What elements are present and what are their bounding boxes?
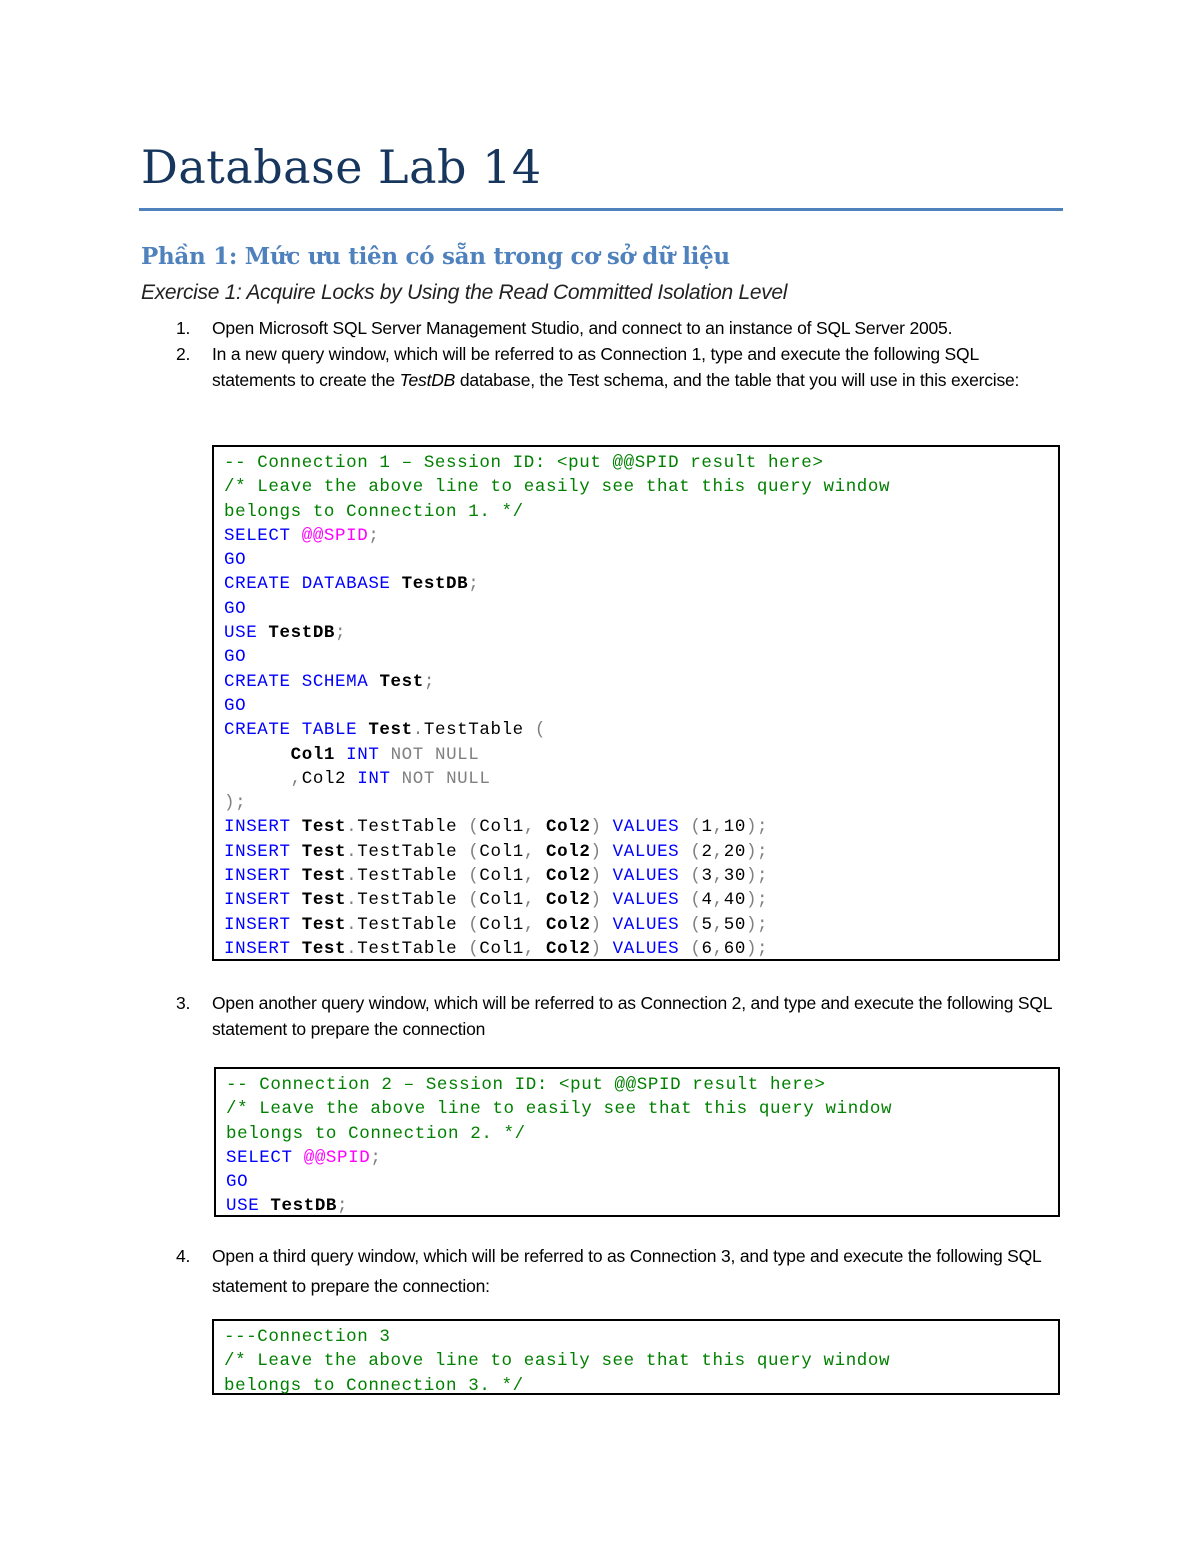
code-token: GO: [224, 695, 247, 716]
step-text: Open Microsoft SQL Server Management Studio, and connect to an instance of SQL Server 2005.: [212, 318, 953, 338]
code-token: ;: [423, 671, 435, 692]
section-heading: Phần 1: Mức ưu tiên có sẵn trong cơ sở dữ liệu: [141, 243, 730, 270]
code-token: VALUES: [612, 817, 691, 838]
code-line: [226, 1073, 1058, 1097]
code-token: TestTable: [357, 938, 469, 959]
code-token: NOT NULL: [401, 768, 491, 789]
code-token: );: [745, 841, 769, 862]
code-block-connection-3: [212, 1319, 1060, 1395]
code-token: ,: [712, 841, 724, 862]
code-token: (: [468, 938, 480, 959]
code-token: Col2: [546, 866, 591, 887]
code-token: (: [690, 866, 702, 887]
code-line: [224, 913, 1058, 937]
code-line: [224, 621, 1058, 645]
code-token: .: [346, 866, 358, 887]
code-token: ,: [523, 914, 547, 935]
step-text: In a new query window, which will be referred to as Connection 1, type and execute the following SQL statements to create the: [212, 344, 979, 390]
code-token: 3: [701, 866, 713, 887]
code-token: ;: [468, 574, 480, 595]
code-line: [224, 840, 1058, 864]
code-token: 40: [723, 890, 746, 911]
code-token: VALUES: [612, 890, 691, 911]
code-token: Col1: [479, 841, 524, 862]
code-token: Col1: [479, 914, 524, 935]
code-token: Test: [379, 671, 424, 692]
code-token: GO: [224, 550, 247, 571]
code-token: (: [690, 914, 702, 935]
code-token: GO: [224, 598, 247, 619]
code-token: ,: [290, 768, 302, 789]
code-token: /* Leave the above line to easily see that this query window: [226, 1099, 893, 1120]
code-token: Col2: [546, 914, 591, 935]
code-token: [224, 769, 291, 789]
code-line: [224, 475, 1058, 499]
code-line: [226, 1194, 1058, 1218]
code-token: (: [690, 841, 702, 862]
code-token: 2: [701, 841, 713, 862]
code-token: (: [468, 817, 480, 838]
code-token: Test: [301, 866, 347, 887]
code-token: @@SPID: [303, 1147, 371, 1168]
code-line: [224, 1374, 1058, 1398]
code-token: /* Leave the above line to easily see that this query window: [224, 1351, 891, 1372]
step-text: Open another query window, which will be referred to as Connection 2, and type and execute the following SQL statement to prepare the connection: [212, 993, 1052, 1039]
code-token: (: [534, 720, 546, 741]
code-token: Col1: [290, 744, 347, 765]
code-token: ,: [523, 841, 547, 862]
code-line: [224, 767, 1058, 791]
code-token: SELECT: [224, 525, 302, 546]
code-line: [224, 597, 1058, 621]
code-token: Col2: [301, 768, 358, 789]
code-line: [224, 791, 1058, 815]
code-token: ): [590, 841, 613, 862]
code-token: -- Connection 2 – Session ID: <put @@SPID result here>: [226, 1075, 826, 1095]
code-token: Test: [301, 841, 347, 862]
code-token: Col2: [546, 890, 591, 911]
code-token: CREATE DATABASE: [224, 574, 402, 595]
step-number: 1.: [176, 318, 191, 338]
code-line: [224, 694, 1058, 718]
step-number: 2.: [176, 344, 191, 364]
code-token: @@SPID: [301, 525, 369, 546]
code-line: [224, 548, 1058, 572]
code-token: 10: [723, 817, 746, 838]
code-token: ): [590, 817, 613, 838]
code-token: Col2: [546, 817, 591, 838]
code-token: 30: [723, 866, 746, 887]
code-line: [224, 524, 1058, 548]
code-token: CREATE SCHEMA: [224, 671, 380, 692]
code-line: [224, 670, 1058, 694]
code-token: );: [224, 793, 247, 814]
code-token: TestDB: [401, 574, 469, 595]
code-token: 6: [701, 938, 713, 959]
code-token: (: [690, 938, 702, 959]
code-token: );: [745, 914, 769, 935]
code-token: /* Leave the above line to easily see that this query window: [224, 477, 891, 498]
code-token: ---Connection 3: [224, 1327, 391, 1347]
code-token: ;: [337, 1196, 349, 1217]
code-token: [224, 745, 291, 765]
code-token: Test: [301, 890, 347, 911]
step-2: [176, 341, 1060, 393]
code-token: Test: [301, 817, 347, 838]
code-token: (: [690, 817, 702, 838]
code-token: Test: [368, 720, 413, 741]
code-token: INSERT: [224, 866, 302, 887]
code-token: Col2: [546, 841, 591, 862]
code-token: Col1: [479, 817, 524, 838]
title-underline: [139, 208, 1063, 211]
code-token: CREATE TABLE: [224, 720, 369, 741]
code-token: ;: [335, 623, 347, 644]
code-token: ,: [712, 817, 724, 838]
code-token: VALUES: [612, 841, 691, 862]
code-token: ): [590, 938, 613, 959]
code-token: );: [745, 890, 769, 911]
step-number: 4.: [176, 1246, 191, 1266]
code-token: (: [468, 914, 480, 935]
document-title: Database Lab 14: [141, 140, 542, 194]
code-token: );: [745, 938, 769, 959]
code-token: 60: [723, 938, 746, 959]
code-token: Col1: [479, 890, 524, 911]
code-token: TestTable: [357, 914, 469, 935]
code-token: VALUES: [612, 866, 691, 887]
code-token: .: [346, 841, 358, 862]
code-token: Col1: [479, 866, 524, 887]
code-token: ,: [523, 817, 547, 838]
code-line: [226, 1097, 1058, 1121]
code-block-connection-1: [212, 445, 1060, 961]
code-token: 4: [701, 890, 713, 911]
code-token: GO: [226, 1172, 249, 1193]
code-token: ): [590, 914, 613, 935]
code-token: TestTable: [357, 890, 469, 911]
code-token: TestTable: [357, 866, 469, 887]
code-token: (: [468, 866, 480, 887]
code-token: INT: [357, 768, 402, 789]
code-line: [226, 1122, 1058, 1146]
code-token: (: [468, 890, 480, 911]
code-line: [224, 718, 1058, 742]
code-token: USE: [224, 623, 269, 644]
code-line: [224, 500, 1058, 524]
code-token: Test: [301, 914, 347, 935]
code-token: ,: [712, 914, 724, 935]
code-block-connection-2: [214, 1067, 1060, 1217]
code-token: 1: [701, 817, 713, 838]
code-token: ,: [523, 866, 547, 887]
code-token: INSERT: [224, 890, 302, 911]
code-token: SELECT: [226, 1147, 304, 1168]
code-token: 50: [723, 914, 746, 935]
code-line: [224, 572, 1058, 596]
code-line: [224, 864, 1058, 888]
code-line: [224, 1325, 1058, 1349]
code-token: .: [346, 890, 358, 911]
code-line: [226, 1170, 1058, 1194]
code-token: (: [468, 841, 480, 862]
code-token: );: [745, 866, 769, 887]
code-line: [224, 815, 1058, 839]
code-token: .: [346, 914, 358, 935]
code-line: [224, 937, 1058, 961]
code-token: .: [346, 817, 358, 838]
code-token: TestDB: [270, 1196, 338, 1217]
code-token: ): [590, 890, 613, 911]
code-token: VALUES: [612, 938, 691, 959]
code-token: GO: [224, 647, 247, 668]
code-token: INT: [346, 744, 391, 765]
code-token: VALUES: [612, 914, 691, 935]
code-token: USE: [226, 1196, 271, 1217]
code-line: [224, 1349, 1058, 1373]
code-line: [226, 1146, 1058, 1170]
code-token: -- Connection 1 – Session ID: <put @@SPID result here>: [224, 453, 824, 473]
code-token: .: [346, 938, 358, 959]
code-line: [224, 645, 1058, 669]
code-token: INSERT: [224, 841, 302, 862]
code-token: ,: [712, 890, 724, 911]
code-token: 20: [723, 841, 746, 862]
code-token: belongs to Connection 2. */: [226, 1123, 526, 1144]
code-token: belongs to Connection 3. */: [224, 1375, 524, 1396]
code-line: [224, 888, 1058, 912]
code-token: INSERT: [224, 817, 302, 838]
code-token: TestTable: [423, 720, 535, 741]
code-token: ,: [523, 938, 547, 959]
code-token: INSERT: [224, 938, 302, 959]
code-token: TestTable: [357, 817, 469, 838]
code-line: [224, 451, 1058, 475]
code-token: belongs to Connection 1. */: [224, 501, 524, 522]
code-token: (: [690, 890, 702, 911]
code-token: );: [745, 817, 769, 838]
code-token: Test: [301, 938, 347, 959]
code-token: TestDB: [268, 623, 336, 644]
code-token: NOT NULL: [390, 744, 480, 765]
code-token: .: [412, 720, 424, 741]
code-token: ,: [712, 938, 724, 959]
step-3: [176, 990, 1060, 1042]
step-emphasis: TestDB: [399, 370, 456, 390]
step-1: [176, 315, 1060, 341]
code-token: INSERT: [224, 914, 302, 935]
code-line: [224, 743, 1058, 767]
exercise-heading: Exercise 1: Acquire Locks by Using the Read Committed Isolation Level: [141, 281, 788, 304]
code-token: ): [590, 866, 613, 887]
step-4: [176, 1241, 1060, 1301]
code-token: Col1: [479, 938, 524, 959]
code-token: Col2: [546, 938, 591, 959]
code-token: ;: [370, 1147, 382, 1168]
step-number: 3.: [176, 993, 191, 1013]
code-token: TestTable: [357, 841, 469, 862]
code-token: 5: [701, 914, 713, 935]
code-token: ,: [523, 890, 547, 911]
code-token: ,: [712, 866, 724, 887]
step-text: database, the Test schema, and the table that you will use in this exercise:: [455, 370, 1020, 390]
step-text: Open a third query window, which will be referred to as Connection 3, and type and execute the following SQL statement to prepare the connection:: [212, 1246, 1041, 1296]
code-token: ;: [368, 525, 380, 546]
